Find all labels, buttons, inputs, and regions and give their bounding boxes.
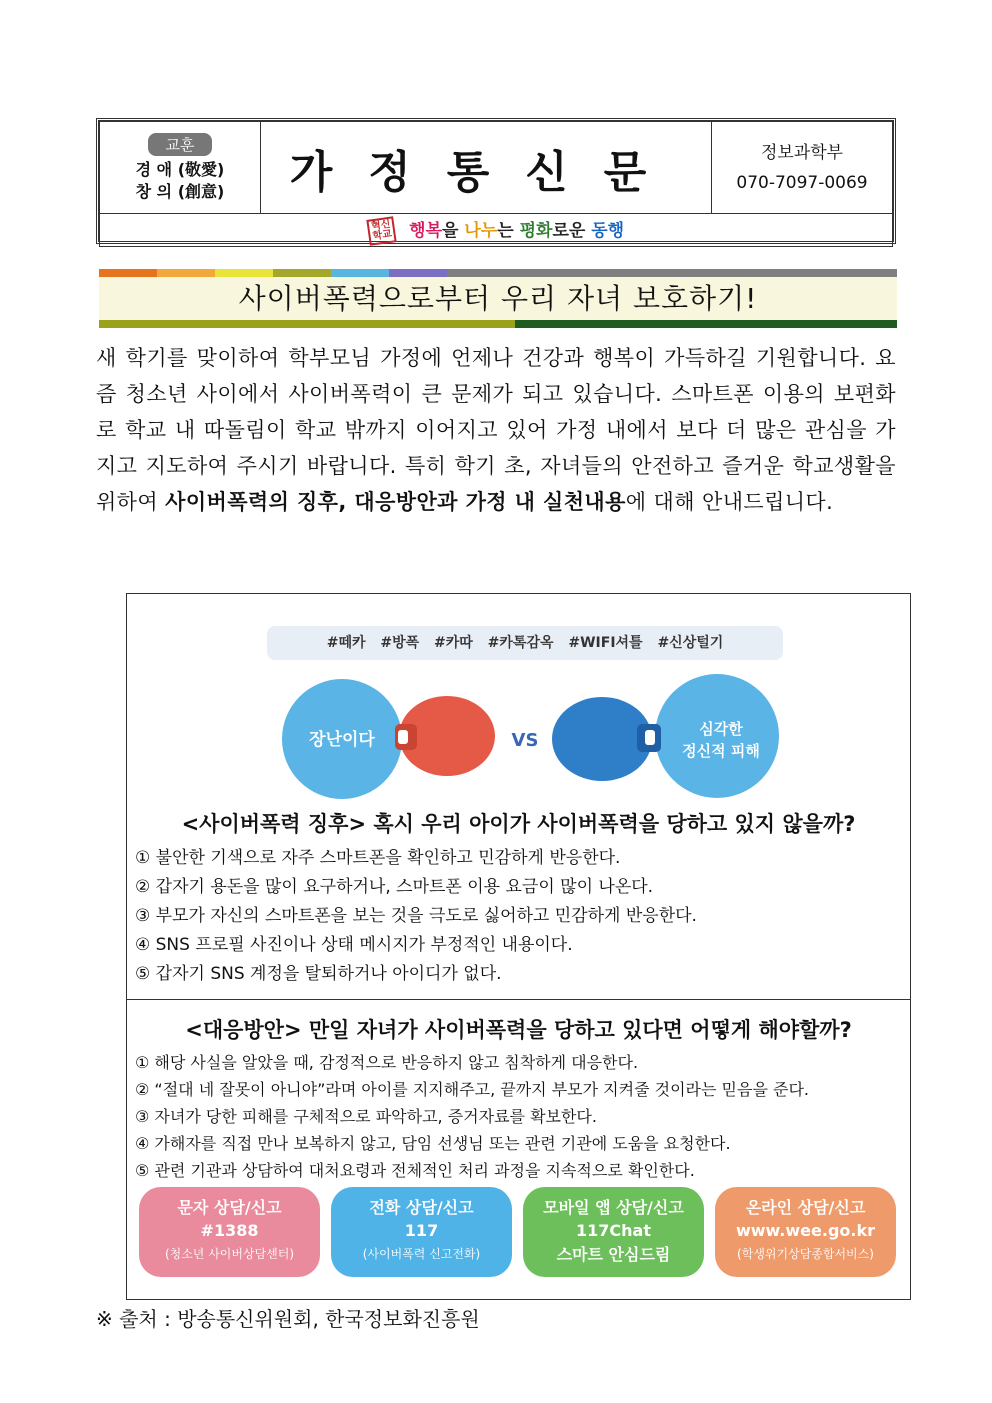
- slogan-word: 을: [442, 221, 465, 241]
- list-item: ① 불안한 기색으로 자주 스마트폰을 확인하고 민감하게 반응한다.: [135, 848, 621, 868]
- motto-line-1: 경 애 (敬愛): [135, 159, 225, 179]
- card-value: 117: [404, 1221, 439, 1240]
- card-title: 모바일 앱 상담/신고: [543, 1198, 684, 1217]
- intro-text: 새 학기를 맞이하여 학부모님 가정에 언제나 건강과 행복이 가득하길 기원합니다. 요즘 청소년 사이에서 사이버폭력이 큰 문제가 되고 있습니다. 스마트폰 이용의 보편화로 학교 내 따돌림이 학교 밖까지 이어지고 있어 가정 내에서 보다 더 많은 관심을 가지고 지도하여 주시기 바랍니다. 특히 학기 초, 자녀들의 안전하고 즐거운 학교생활을 위하여: [96, 346, 896, 514]
- list-item: ⑤ 관련 기관과 상담하여 대처요령과 전체적인 처리 과정을 지속적으로 확인한다.: [135, 1161, 695, 1180]
- department-name: 정보과학부: [760, 142, 844, 163]
- newsletter-header: [96, 118, 896, 244]
- section-divider: [127, 999, 910, 1000]
- card-note: (청소년 사이버상담센터): [164, 1247, 295, 1261]
- card-note: 스마트 안심드림: [556, 1245, 671, 1264]
- slogan-word: 나누: [464, 221, 498, 241]
- list-item: ③ 부모가 자신의 스마트폰을 보는 것을 극도로 싫어하고 민감하게 반응한다.: [135, 906, 697, 926]
- intro-emphasis: 사이버폭력의 징후, 대응방안과 가정 내 실천내용: [165, 490, 626, 514]
- phone-report-card: [331, 1187, 512, 1277]
- list-item: ⑤ 갑자기 SNS 계정을 탈퇴하거나 아이디가 없다.: [135, 964, 502, 984]
- left-label: 장난이다: [309, 730, 375, 750]
- page-title: 가정통신문: [261, 122, 712, 214]
- motto-badge: 교훈: [148, 133, 213, 156]
- card-value: 117Chat: [576, 1221, 651, 1240]
- online-report-card: [715, 1187, 896, 1277]
- list-item: ④ 가해자를 직접 만나 보복하지 않고, 담임 선생님 또는 관련 기관에 도움을 요청한다.: [135, 1134, 731, 1153]
- hashtag-bar: #떼카 #방폭 #카따 #카톡감옥 #WIFI셔틀 #신상털기: [267, 626, 783, 660]
- response-heading: <대응방안> 만일 자녀가 사이버폭력을 당하고 있다면 어떻게 해야할까?: [185, 1018, 852, 1042]
- boxing-glove-illustration: [277, 674, 787, 804]
- department-phone: 070-7097-0069: [736, 172, 868, 193]
- banner-top-bar: [99, 269, 897, 277]
- slogan-word: 행복: [409, 221, 443, 241]
- vs-label: VS: [511, 730, 539, 751]
- card-title: 전화 상담/신고: [369, 1198, 474, 1217]
- school-motto: [100, 122, 261, 214]
- signs-list: [135, 844, 895, 989]
- slogan-word: 평화: [519, 221, 553, 241]
- card-note: (사이버폭력 신고전화): [362, 1247, 481, 1261]
- innovation-school-stamp: 혁신 학교: [366, 216, 397, 246]
- card-value: #1388: [200, 1221, 259, 1240]
- sms-report-card: [139, 1187, 320, 1277]
- slogan-word: 동행: [591, 221, 625, 241]
- response-list: [135, 1049, 905, 1184]
- slogan: [100, 214, 893, 247]
- motto-line-2: 창 의 (創意): [135, 181, 225, 201]
- slogan-word: 는: [497, 221, 520, 241]
- list-item: ① 해당 사실을 알았을 때, 감정적으로 반응하지 않고 침착하게 대응한다.: [135, 1053, 639, 1072]
- right-label-line2: 정신적 피해: [682, 742, 760, 760]
- intro-paragraph: [96, 340, 896, 520]
- card-value: www.wee.go.kr: [735, 1221, 875, 1240]
- section-title-banner: 사이버폭력으로부터 우리 자녀 보호하기!: [99, 277, 897, 320]
- intro-text-end: 에 대해 안내드립니다.: [625, 490, 834, 514]
- list-item: ④ SNS 프로필 사진이나 상태 메시지가 부정적인 내용이다.: [135, 935, 573, 955]
- signs-heading: <사이버폭력 징후> 혹시 우리 아이가 사이버폭력을 당하고 있지 않을까?: [181, 812, 856, 836]
- list-item: ③ 자녀가 당한 피해를 구체적으로 파악하고, 증거자료를 확보한다.: [135, 1107, 597, 1126]
- slogan-word: 로운: [552, 221, 592, 241]
- list-item: ② “절대 네 잘못이 아니야”라며 아이를 지지해주고, 끝까지 부모가 지켜줄 것이라는 믿음을 준다.: [135, 1080, 809, 1099]
- source-note: ※ 출처 : 방송통신위원회, 한국정보화진흥원: [96, 1307, 480, 1331]
- department-info: [712, 122, 893, 214]
- info-box: [126, 593, 911, 1300]
- banner-bottom-bar: [99, 320, 897, 328]
- list-item: ② 갑자기 용돈을 많이 요구하거나, 스마트폰 이용 요금이 많이 나온다.: [135, 877, 654, 897]
- card-title: 온라인 상담/신고: [745, 1198, 866, 1217]
- card-note: (학생위기상담종합서비스): [737, 1247, 874, 1261]
- app-report-card: [523, 1187, 704, 1277]
- card-title: 문자 상담/신고: [177, 1198, 282, 1217]
- contact-cards: [139, 1187, 899, 1277]
- right-label-line1: 심각한: [699, 720, 743, 738]
